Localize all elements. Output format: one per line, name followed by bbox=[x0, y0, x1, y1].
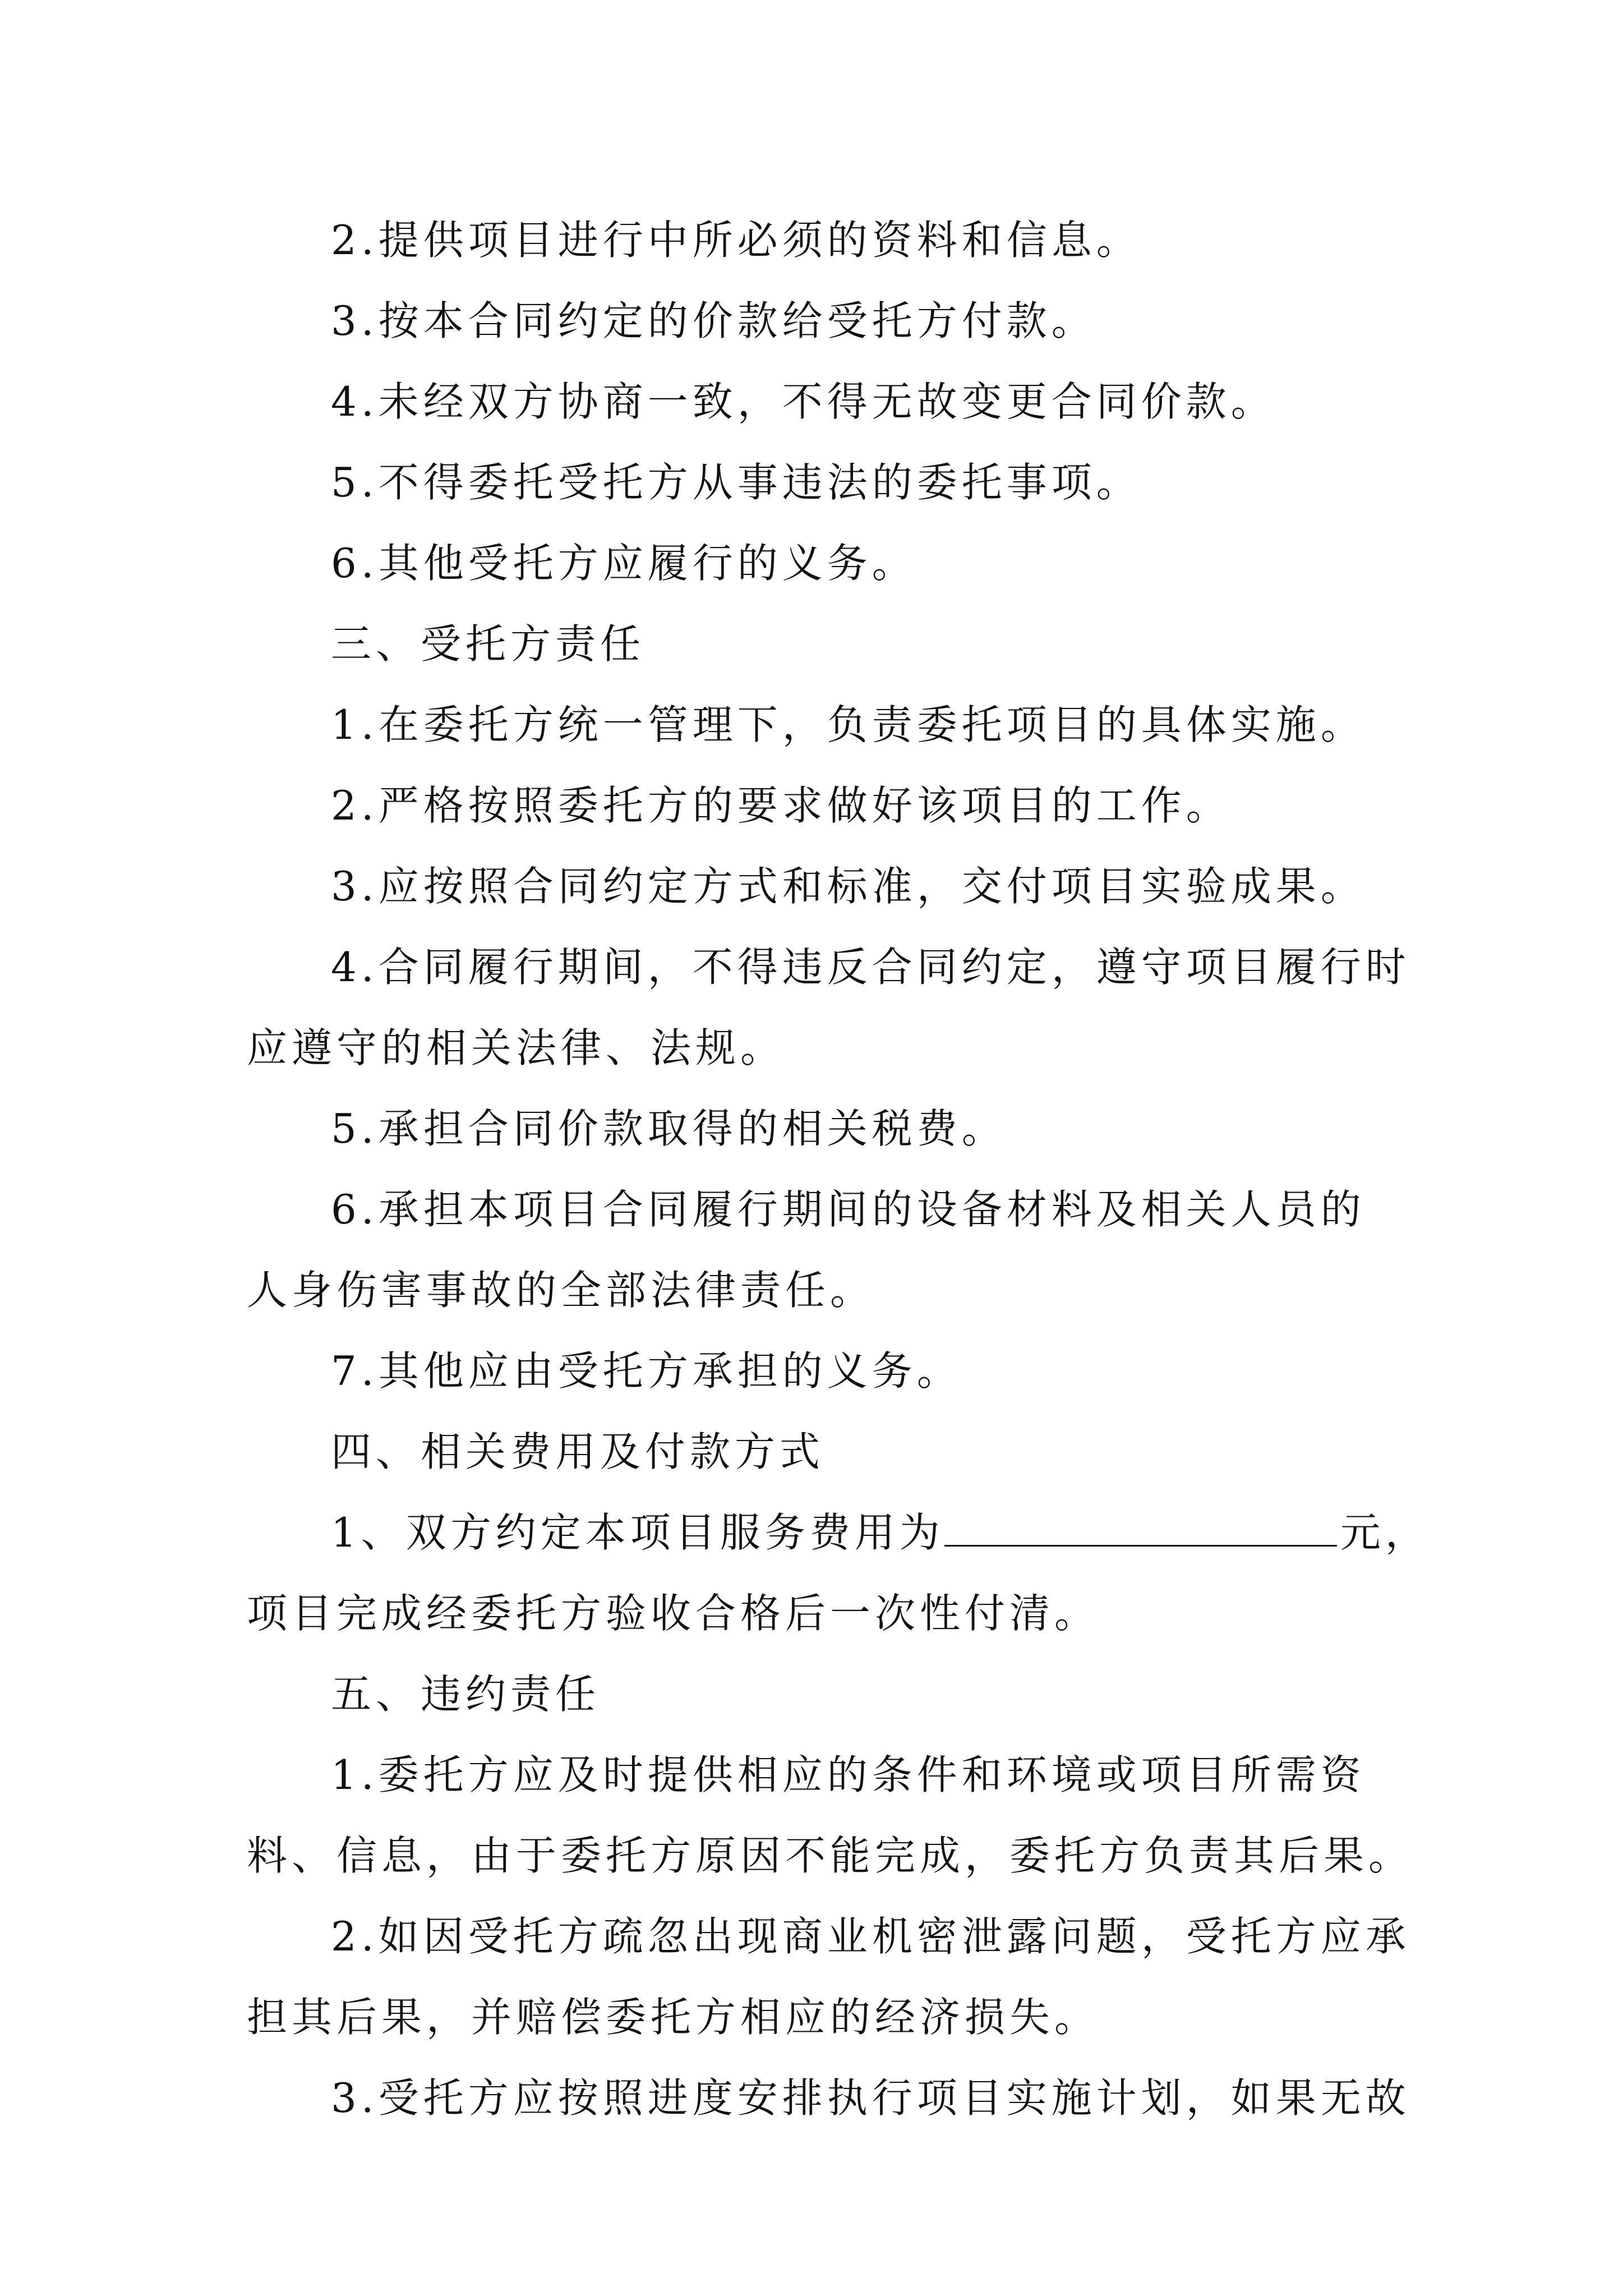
fee-line bbox=[331, 1509, 1430, 1556]
paragraph-line: 1.委托方应及时提供相应的条件和环境或项目所需资 bbox=[331, 1751, 1366, 1798]
paragraph-line: 6.其他受托方应履行的义务。 bbox=[331, 540, 917, 587]
paragraph-line: 3.应按照合同约定方式和标准，交付项目实验成果。 bbox=[331, 863, 1366, 910]
paragraph-line: 5.承担合同价款取得的相关税费。 bbox=[331, 1105, 1007, 1152]
paragraph-line: 6.承担本项目合同履行期间的设备材料及相关人员的 bbox=[331, 1186, 1366, 1233]
fee-line-prefix: 1、双方约定本项目服务费用为 bbox=[331, 1509, 944, 1556]
paragraph-line: 3.按本合同约定的价款给受托方付款。 bbox=[331, 297, 1096, 344]
paragraph-line: 担其后果，并赔偿委托方相应的经济损失。 bbox=[247, 1994, 1100, 2041]
section-heading: 三、受托方责任 bbox=[331, 620, 645, 668]
paragraph-line: 7.其他应由受托方承担的义务。 bbox=[331, 1347, 962, 1395]
fee-line-suffix: 元， bbox=[1340, 1509, 1430, 1556]
paragraph-line: 应遵守的相关法律、法规。 bbox=[247, 1024, 786, 1071]
section-heading: 五、违约责任 bbox=[331, 1671, 601, 1718]
section-heading: 四、相关费用及付款方式 bbox=[331, 1428, 825, 1475]
paragraph-line: 3.受托方应按照进度安排执行项目实施计划，如果无故 bbox=[331, 2074, 1410, 2122]
paragraph-line: 人身伤害事故的全部法律责任。 bbox=[247, 1267, 875, 1314]
paragraph-line: 料、信息，由于委托方原因不能完成，委托方负责其后果。 bbox=[247, 1832, 1414, 1879]
paragraph-line: 4.未经双方协商一致，不得无故变更合同价款。 bbox=[331, 378, 1276, 425]
paragraph-line: 1.在委托方统一管理下，负责委托项目的具体实施。 bbox=[331, 701, 1366, 748]
fee-amount-blank bbox=[944, 1512, 1337, 1547]
paragraph-line: 2.提供项目进行中所必须的资料和信息。 bbox=[331, 217, 1141, 264]
paragraph-line: 项目完成经委托方验收合格后一次性付清。 bbox=[247, 1590, 1100, 1637]
paragraph-line: 2.严格按照委托方的要求做好该项目的工作。 bbox=[331, 782, 1231, 829]
paragraph-line: 5.不得委托受托方从事违法的委托事项。 bbox=[331, 459, 1141, 506]
paragraph-line: 2.如因受托方疏忽出现商业机密泄露问题，受托方应承 bbox=[331, 1913, 1410, 1960]
paragraph-line: 4.合同履行期间，不得违反合同约定，遵守项目履行时 bbox=[331, 944, 1410, 991]
